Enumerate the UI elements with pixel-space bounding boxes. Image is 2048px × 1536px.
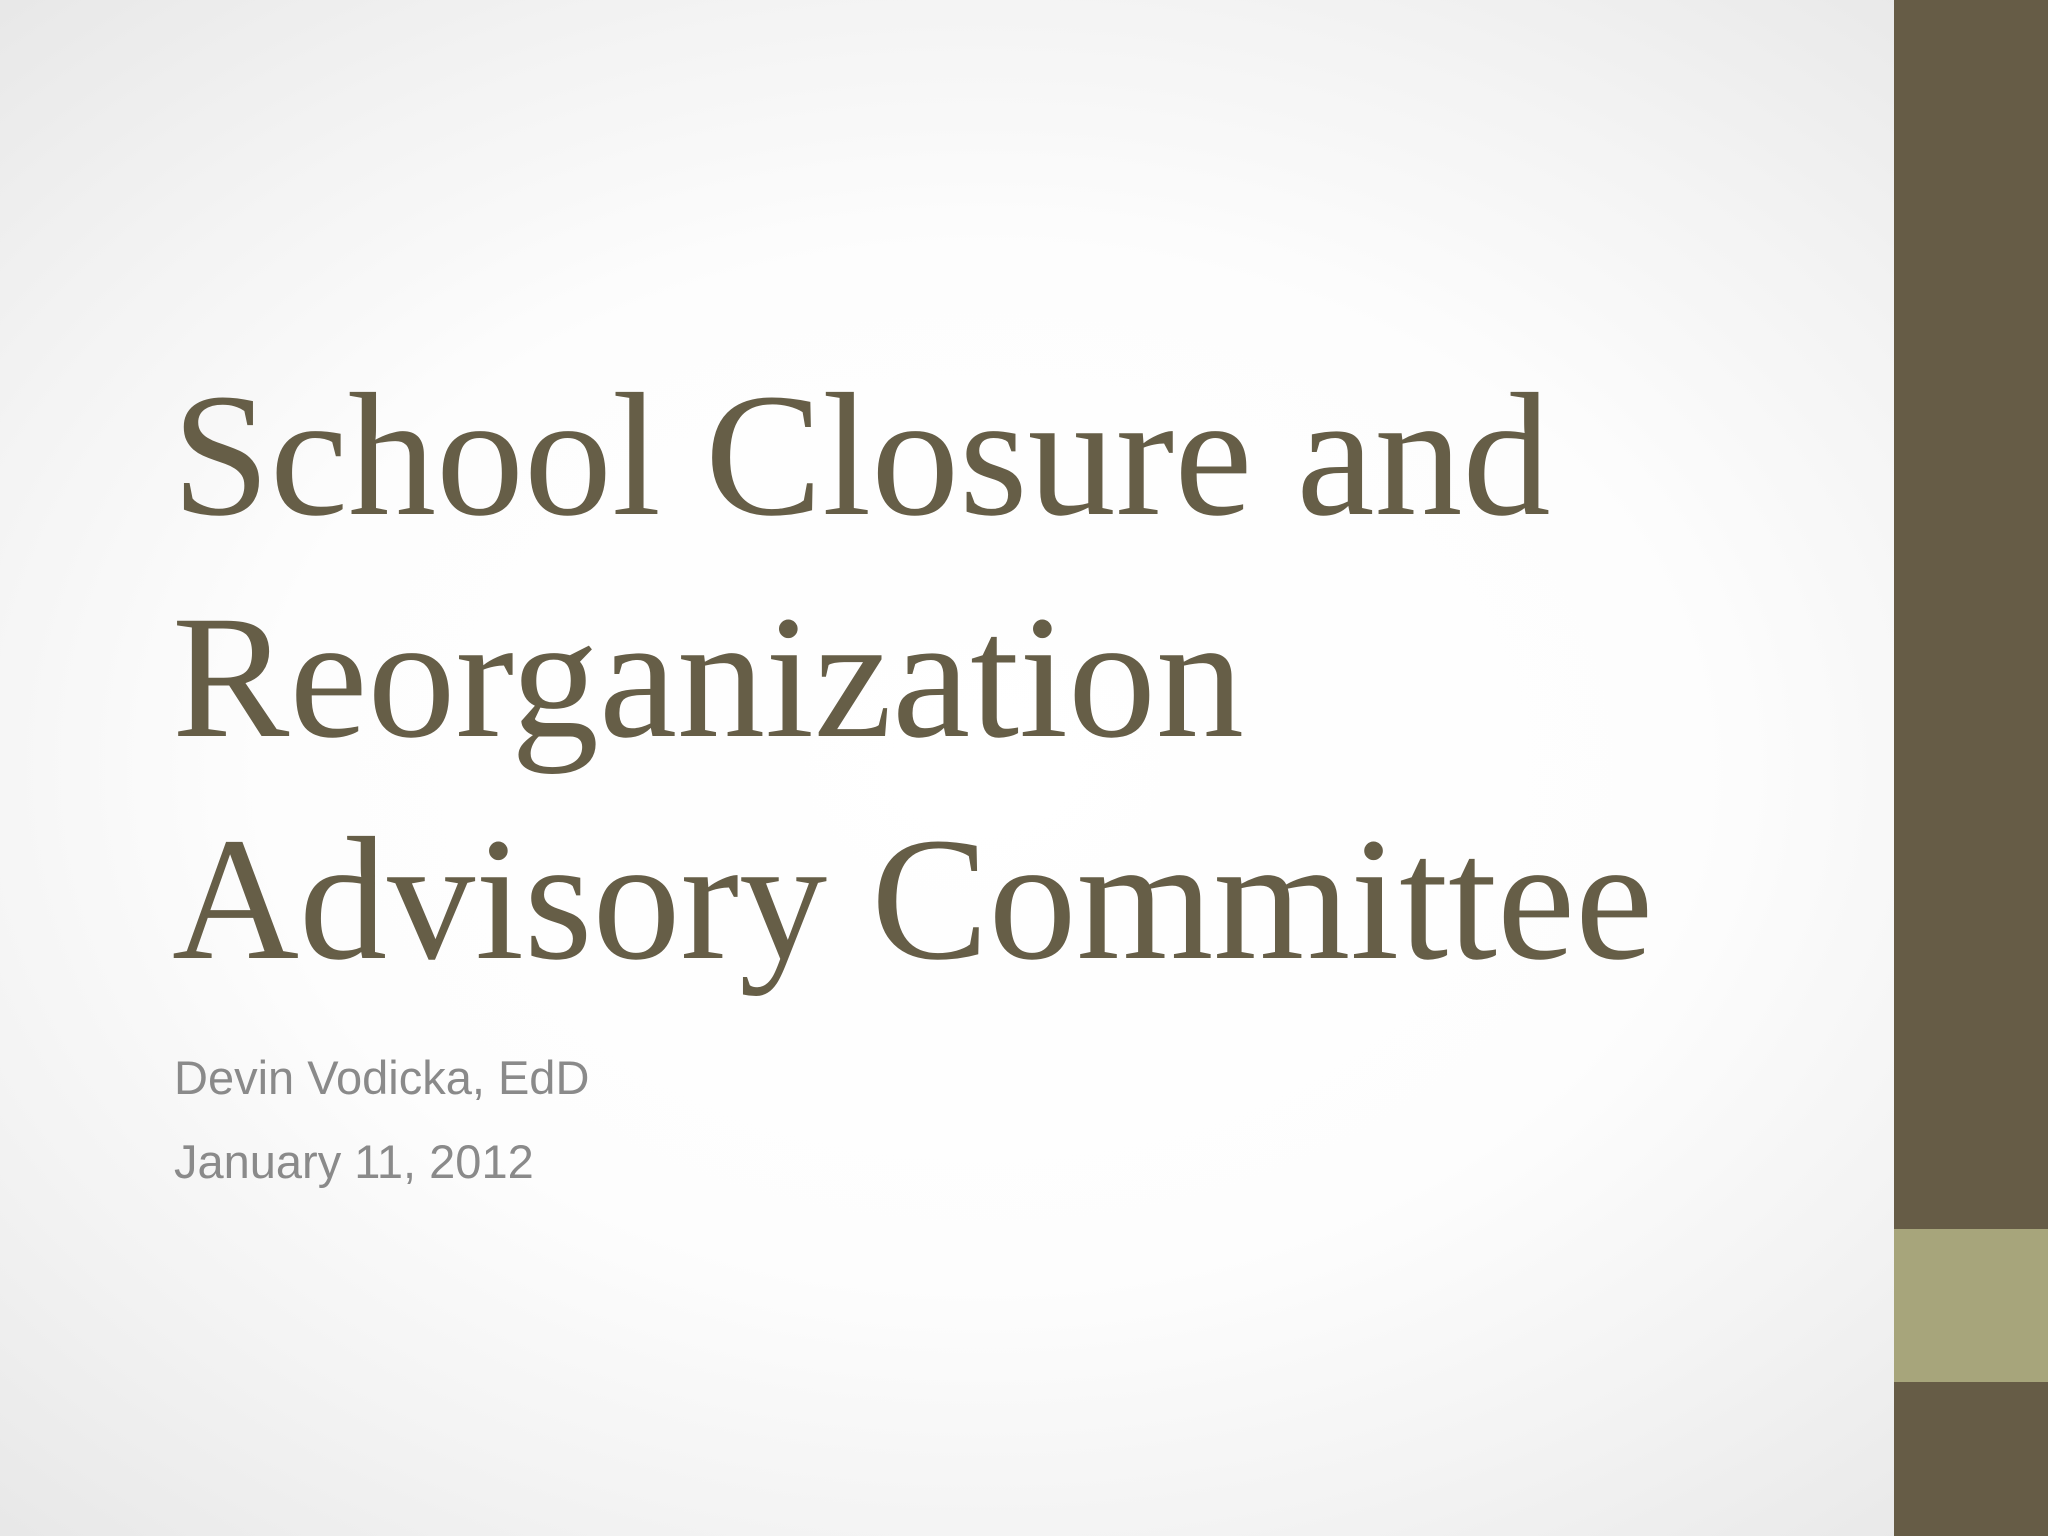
title-line-1: School Closure and <box>172 358 1551 553</box>
slide-subtitle <box>174 1036 589 1204</box>
title-line-3: Advisory Committee <box>172 802 1654 997</box>
slide-title <box>172 345 1872 1011</box>
presentation-date: January 11, 2012 <box>174 1135 534 1188</box>
sidebar-accent-block <box>1894 1229 2048 1382</box>
title-line-2: Reorganization <box>172 580 1244 775</box>
presenter-name: Devin Vodicka, EdD <box>174 1051 590 1104</box>
